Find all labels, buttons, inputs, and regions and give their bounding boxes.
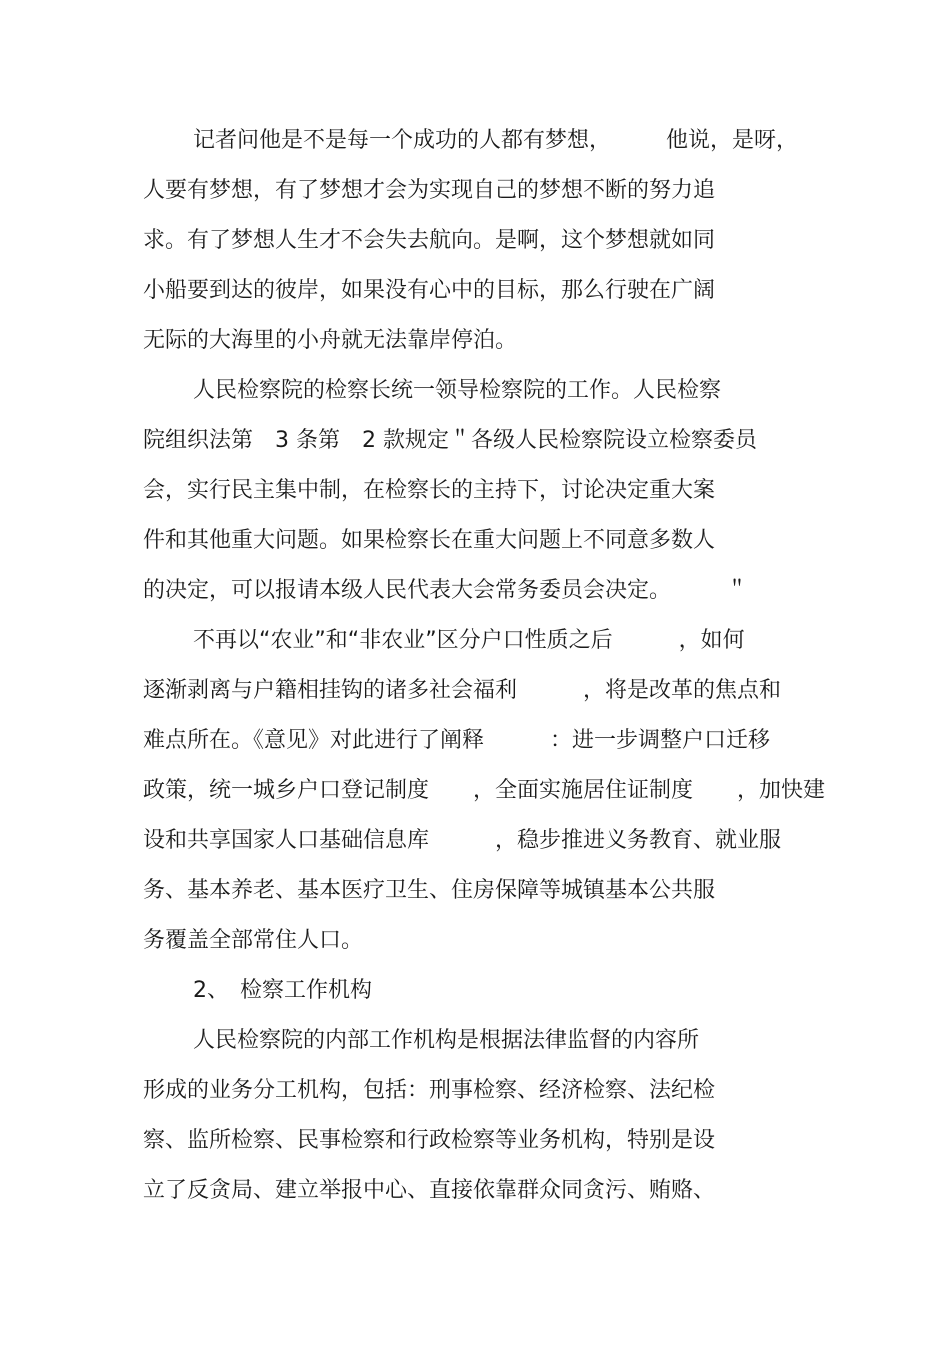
text-line: 无际的大海里的小舟就无法靠岸停泊。 <box>143 328 518 353</box>
text-line: 的决定，可以报请本级人民代表大会常务委员会决定。 ＂ <box>143 578 749 603</box>
section-heading: 2、 检察工作机构 <box>193 978 372 1003</box>
text-line: 务覆盖全部常住人口。 <box>143 928 364 953</box>
text-line: 立了反贪局、建立举报中心、直接依靠群众同贪污、贿赂、 <box>143 1178 716 1203</box>
text-line: 院组织法第 3 条第 2 款规定＂各级人民检察院设立检察委员 <box>143 428 757 453</box>
text-line: 求。有了梦想人生才不会失去航向。是啊，这个梦想就如同 <box>143 228 716 253</box>
text-line: 人要有梦想，有了梦想才会为实现自己的梦想不断的努力追 <box>143 178 716 203</box>
text-line: 设和共享国家人口基础信息库 ，稳步推进义务教育、就业服 <box>143 828 782 853</box>
text-line: 不再以“农业”和“非农业”区分户口性质之后 ，如何 <box>193 628 745 653</box>
text-line: 记者问他是不是每一个成功的人都有梦想， 他说，是呀， <box>193 128 799 153</box>
text-line: 逐渐剥离与户籍相挂钩的诸多社会福利 ，将是改革的焦点和 <box>143 678 782 703</box>
text-line: 小船要到达的彼岸，如果没有心中的目标，那么行驶在广阔 <box>143 278 716 303</box>
text-line: 形成的业务分工机构，包括：刑事检察、经济检察、法纪检 <box>143 1078 716 1103</box>
text-line: 政策，统一城乡户口登记制度 ，全面实施居住证制度 ，加快建 <box>143 778 826 803</box>
text-line: 件和其他重大问题。如果检察长在重大问题上不同意多数人 <box>143 528 716 553</box>
text-line: 人民检察院的检察长统一领导检察院的工作。人民检察 <box>193 378 722 403</box>
text-line: 会，实行民主集中制，在检察长的主持下，讨论决定重大案 <box>143 478 716 503</box>
text-line: 察、监所检察、民事检察和行政检察等业务机构，特别是设 <box>143 1128 716 1153</box>
text-line: 务、基本养老、基本医疗卫生、住房保障等城镇基本公共服 <box>143 878 716 903</box>
text-line: 难点所在。《意见》对此进行了阐释 ：进一步调整户口迁移 <box>143 728 771 753</box>
text-line: 人民检察院的内部工作机构是根据法律监督的内容所 <box>193 1028 700 1053</box>
